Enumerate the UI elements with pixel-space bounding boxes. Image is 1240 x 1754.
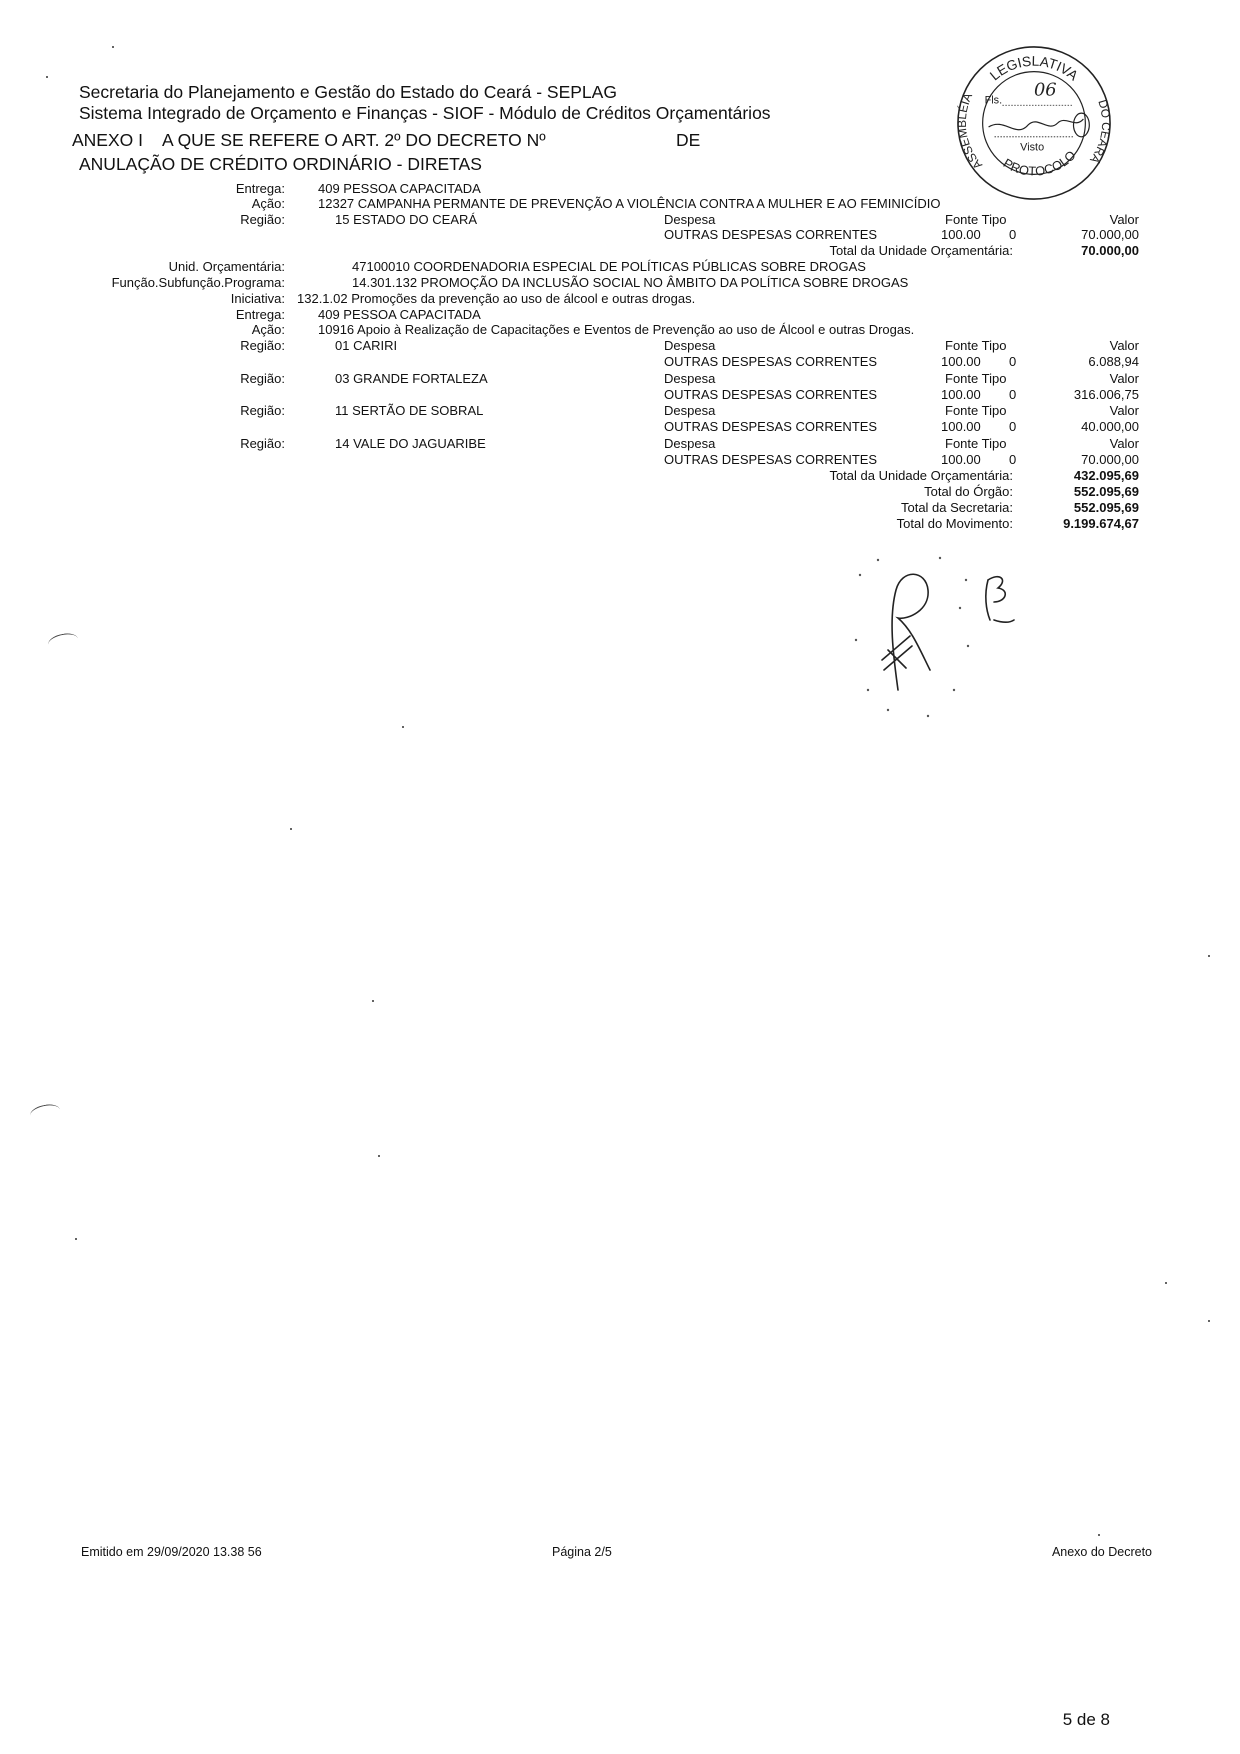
footer-page: Página 2/5 — [552, 1545, 612, 1559]
regiao-value: 01 CARIRI — [335, 338, 398, 353]
total-unidade-value: 70.000,00 — [1081, 243, 1139, 258]
stamp-signature — [989, 119, 1084, 130]
despesa-type: OUTRAS DESPESAS CORRENTES — [664, 354, 878, 369]
regiao-value: 11 SERTÃO DE SOBRAL — [335, 403, 484, 418]
valor-header: Valor — [1109, 371, 1139, 386]
total-orgao-label: Total do Órgão: — [924, 484, 1013, 499]
acao-value: 10916 Apoio à Realização de Capacitações e Eventos de Prevenção ao uso de Álcool e outras Drogas. — [318, 322, 915, 337]
footer-emitted: Emitido em 29/09/2020 13.38 56 — [81, 1545, 262, 1559]
total-unidade-label: Total da Unidade Orçamentária: — [829, 243, 1013, 258]
fonte-value: 100.00 — [941, 387, 981, 402]
handwritten-signature — [848, 550, 1028, 720]
unid-orcamentaria-value: 47100010 COORDENADORIA ESPECIAL DE POLÍTICAS PÚBLICAS SOBRE DROGAS — [352, 259, 866, 274]
fonte-tipo-header: Fonte Tipo — [945, 212, 1007, 227]
label-iniciativa: Iniciativa: — [230, 291, 285, 306]
protocol-stamp — [955, 44, 1113, 202]
total-movimento-label: Total do Movimento: — [896, 516, 1013, 531]
stamp-right-text: DO CEARÁ — [1087, 98, 1113, 167]
valor-amount: 316.006,75 — [1073, 387, 1139, 402]
despesa-header: Despesa — [664, 212, 716, 227]
regiao-value: 15 ESTADO DO CEARÁ — [335, 212, 478, 227]
label-acao: Ação: — [251, 322, 285, 337]
despesa-header: Despesa — [664, 371, 716, 386]
header-sistema: Sistema Integrado de Orçamento e Finanças - SIOF - Módulo de Créditos Orçamentários — [79, 103, 771, 123]
despesa-type: OUTRAS DESPESAS CORRENTES — [664, 227, 878, 242]
acao-value: 12327 CAMPANHA PERMANTE DE PREVENÇÃO A VIOLÊNCIA CONTRA A MULHER E AO FEMINICÍDIO — [318, 196, 941, 211]
page-counter: 5 de 8 — [1062, 1710, 1110, 1729]
valor-header: Valor — [1109, 436, 1139, 451]
valor-amount: 70.000,00 — [1081, 452, 1139, 467]
total-movimento-value: 9.199.674,67 — [1063, 516, 1139, 531]
entrega-value: 409 PESSOA CAPACITADA — [318, 307, 481, 322]
stamp-visto: Visto — [1020, 141, 1045, 154]
fonte-tipo-header: Fonte Tipo — [945, 338, 1007, 353]
entrega-value: 409 PESSOA CAPACITADA — [318, 181, 481, 196]
label-regiao: Região: — [240, 436, 285, 451]
label-regiao: Região: — [240, 212, 285, 227]
tipo-value: 0 — [1009, 419, 1017, 434]
label-funcao-programa: Função.Subfunção.Programa: — [111, 275, 285, 290]
funcao-programa-value: 14.301.132 PROMOÇÃO DA INCLUSÃO SOCIAL NO ÂMBITO DA POLÍTICA SOBRE DROGAS — [352, 275, 909, 290]
total-unidade-label: Total da Unidade Orçamentária: — [829, 468, 1013, 483]
label-acao: Ação: — [251, 196, 285, 211]
header-annex: ANEXO I — [72, 130, 143, 150]
despesa-header: Despesa — [664, 338, 716, 353]
despesa-type: OUTRAS DESPESAS CORRENTES — [664, 452, 878, 467]
fonte-tipo-header: Fonte Tipo — [945, 371, 1007, 386]
valor-amount: 6.088,94 — [1088, 354, 1139, 369]
tipo-value: 0 — [1009, 387, 1017, 402]
label-regiao: Região: — [240, 338, 285, 353]
fonte-value: 100.00 — [941, 227, 981, 242]
total-orgao-value: 552.095,69 — [1073, 484, 1139, 499]
regiao-value: 14 VALE DO JAGUARIBE — [335, 436, 486, 451]
stamp-fls-value: 06 — [1034, 80, 1057, 101]
label-entrega: Entrega: — [235, 307, 285, 322]
tipo-value: 0 — [1009, 227, 1017, 242]
valor-amount: 40.000,00 — [1081, 419, 1139, 434]
iniciativa-value: 132.1.02 Promoções da prevenção ao uso de álcool e outras drogas. — [297, 291, 696, 306]
label-unid-orcamentaria: Unid. Orçamentária: — [168, 259, 285, 274]
document-title: ANULAÇÃO DE CRÉDITO ORDINÁRIO - DIRETAS — [79, 154, 482, 174]
regiao-value: 03 GRANDE FORTALEZA — [335, 371, 488, 386]
fonte-value: 100.00 — [941, 452, 981, 467]
valor-header: Valor — [1109, 338, 1139, 353]
fonte-value: 100.00 — [941, 419, 981, 434]
stamp-top-text: LEGISLATIVA — [986, 52, 1082, 84]
fonte-value: 100.00 — [941, 354, 981, 369]
fonte-tipo-header: Fonte Tipo — [945, 436, 1007, 451]
valor-header: Valor — [1109, 212, 1139, 227]
header-secretaria: Secretaria do Planejamento e Gestão do Estado do Ceará - SEPLAG — [79, 82, 617, 102]
label-regiao: Região: — [240, 371, 285, 386]
stamp-fls-label: Fls. — [984, 94, 1003, 107]
despesa-type: OUTRAS DESPESAS CORRENTES — [664, 419, 878, 434]
header-annex-de: DE — [676, 130, 701, 150]
tipo-value: 0 — [1009, 452, 1017, 467]
label-entrega: Entrega: — [235, 181, 285, 196]
tipo-value: 0 — [1009, 354, 1017, 369]
scan-mark — [29, 1102, 61, 1123]
header-annex-ref: A QUE SE REFERE O ART. 2º DO DECRETO Nº — [162, 130, 546, 150]
total-secretaria-label: Total da Secretaria: — [900, 500, 1013, 515]
despesa-type: OUTRAS DESPESAS CORRENTES — [664, 387, 878, 402]
total-unidade-value: 432.095,69 — [1073, 468, 1139, 483]
total-secretaria-value: 552.095,69 — [1073, 500, 1139, 515]
stamp-left-text: ASSEMBLÉIA — [955, 90, 986, 173]
footer-annex: Anexo do Decreto — [1051, 1545, 1152, 1559]
despesa-header: Despesa — [664, 436, 716, 451]
fonte-tipo-header: Fonte Tipo — [945, 403, 1007, 418]
despesa-header: Despesa — [664, 403, 716, 418]
label-regiao: Região: — [240, 403, 285, 418]
scan-mark — [47, 631, 79, 652]
valor-amount: 70.000,00 — [1081, 227, 1139, 242]
stamp-bottom-text: PROTOCOLO — [1000, 147, 1079, 179]
valor-header: Valor — [1109, 403, 1139, 418]
